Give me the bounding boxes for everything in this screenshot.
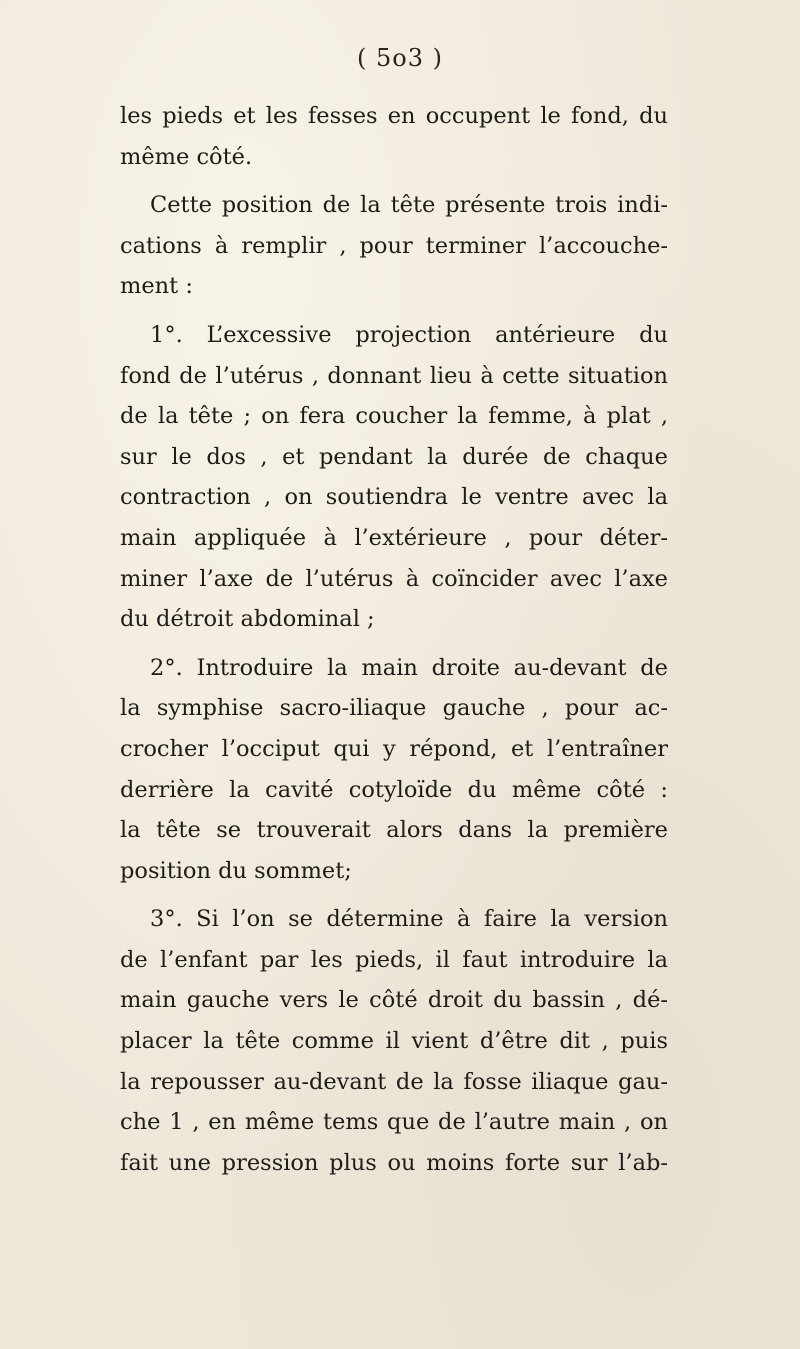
text-line: du détroit abdominal ;: [120, 606, 375, 633]
text-line: position du sommet;: [120, 857, 352, 884]
text-line: main appliquée à l’extérieure , pour déter-: [120, 524, 668, 551]
text-line: fond de l’utérus , donnant lieu à cette situation: [120, 362, 668, 389]
paragraph-3: [120, 315, 668, 640]
paragraph-4: [120, 648, 668, 892]
text-line: derrière la cavité cotyloïde du même côté :: [120, 776, 668, 803]
text-line: 1°. L’excessive projection antérieure du: [150, 321, 668, 348]
text-line: contraction , on soutiendra le ventre avec la: [120, 484, 668, 511]
text-line: Cette position de la tête présente trois indi-: [150, 192, 668, 219]
text-line: les pieds et les fesses en occupent le fond, du: [120, 103, 668, 129]
page-number: ( 5o3 ): [357, 44, 443, 72]
text-line: la repousser au-devant de la fosse iliaque gau-: [120, 1068, 668, 1095]
paragraph-1: [120, 96, 668, 177]
text-line: la tête se trouverait alors dans la première: [120, 817, 668, 844]
text-line: che 1 , en même tems que de l’autre main , on: [120, 1109, 668, 1136]
text-line: main gauche vers le côté droit du bassin , dé-: [120, 987, 668, 1014]
text-line: cations à remplir , pour terminer l’accouche-: [120, 232, 668, 259]
text-line: fait une pression plus ou moins forte sur l’ab-: [120, 1149, 668, 1176]
paragraph-5: [120, 899, 668, 1183]
text-line: crocher l’occiput qui y répond, et l’entraîner: [120, 735, 668, 762]
text-line: de la tête ; on fera coucher la femme, à plat ,: [120, 403, 668, 430]
text-line: de l’enfant par les pieds, il faut introduire la: [120, 946, 668, 973]
text-line: 2°. Introduire la main droite au-devant de: [150, 654, 668, 681]
text-line: ment :: [120, 273, 193, 300]
text-line: 3°. Si l’on se détermine à faire la version: [150, 906, 668, 933]
body-text: [120, 96, 668, 1183]
paragraph-2: [120, 185, 668, 307]
text-line: même côté.: [120, 143, 253, 170]
text-line: la symphise sacro-iliaque gauche , pour ac-: [120, 695, 668, 722]
text-line: miner l’axe de l’utérus à coïncider avec l’axe: [120, 565, 668, 592]
text-line: placer la tête comme il vient d’être dit , puis: [120, 1028, 668, 1055]
text-line: sur le dos , et pendant la durée de chaque: [120, 443, 668, 470]
